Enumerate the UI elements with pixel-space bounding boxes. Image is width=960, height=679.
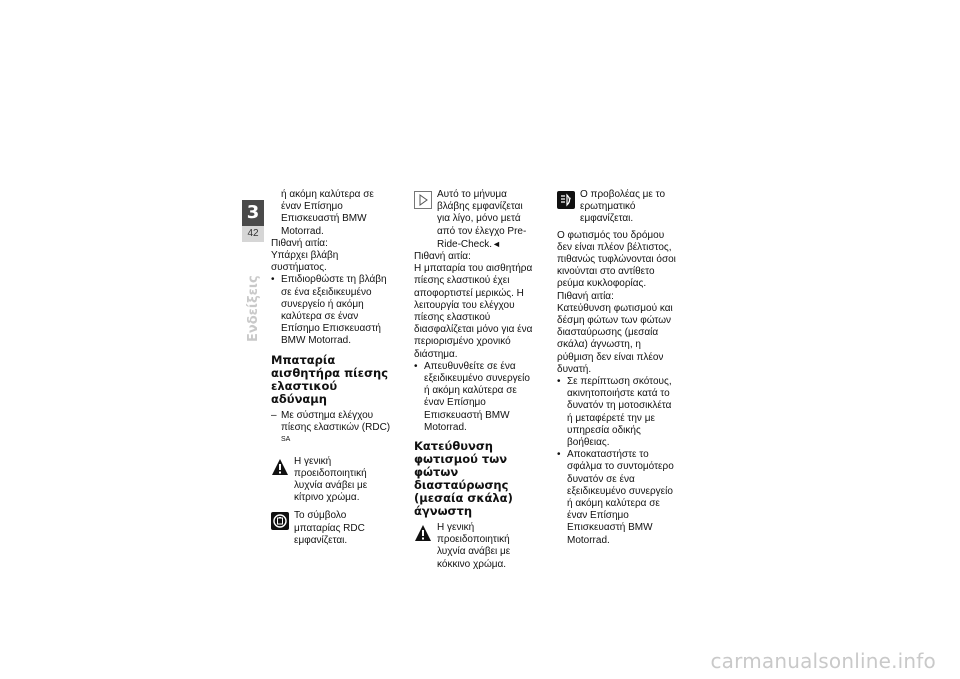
list-item — [414, 361, 534, 434]
cause-label: Πιθανή αιτία: — [271, 237, 328, 249]
list-item — [557, 449, 677, 547]
bullet-mark: • — [557, 449, 561, 461]
message-row — [414, 189, 534, 251]
list-item — [557, 376, 677, 449]
section-heading: Μπαταρία αισθητήρα πίεσης ελαστικού αδύναμη — [271, 352, 389, 406]
section-label: Ενδείξεις — [246, 275, 261, 342]
cause-label: Πιθανή αιτία: — [557, 290, 614, 302]
battery-text: Το σύμβολο μπαταρίας RDC εμφανίζεται. — [294, 510, 365, 546]
cause-label: Πιθανή αιτία: — [414, 251, 471, 263]
list-item-text: Απευθυνθείτε σε ένα εξειδικευμένο συνεργείο ή ακόμη καλύτερα σε έναν Επίσημο Επισκευαστή BMW Motorrad. — [424, 360, 530, 433]
warning-row — [271, 456, 391, 505]
message-text: Αυτό το μήνυμα βλάβης εμφανίζεται για λίγο, μόνο μετά από τον έλεγχο Pre-Ride-Check. — [437, 189, 527, 250]
warning-row — [414, 522, 534, 571]
dash-item-text: Με σύστημα ελέγχου πίεσης ελαστικών (RDC) — [281, 409, 391, 433]
cause-text: Κατεύθυνση φωτισμού και δέσμη φώτων των φώτων διασταύρωσης (μεσαία σκάλα) άγνωστη, η ρύθμιση δεν είναι πλέον δυνατή. — [557, 302, 673, 375]
list-item — [271, 274, 391, 347]
bullet-mark: • — [271, 274, 275, 286]
page-number: 42 — [242, 226, 264, 242]
warning-text: Η γενική προειδοποιητική λυχνία ανάβει με κίτρινο χρώμα. — [294, 455, 368, 504]
dash-mark: – — [271, 409, 277, 421]
column-2 — [414, 189, 534, 571]
column-3 — [557, 189, 677, 547]
end-mark: ◄ — [492, 238, 501, 249]
column-1 — [271, 189, 391, 547]
chapter-number: 3 — [242, 200, 264, 226]
headlight-text: Ο προβολέας με το ερωτηματικό εμφανίζεται. — [580, 189, 666, 225]
watermark: carmanualsonline.info — [710, 649, 936, 673]
section-heading: Κατεύθυνση φωτισμού των φώτων διασταύρωσης (μεσαία σκάλα) άγνωστη — [414, 439, 513, 519]
continued-text: ή ακόμη καλύτερα σε έναν Επίσημο Επισκευαστή BMW Motorrad. — [281, 189, 374, 237]
cause-text: Η μπαταρία του αισθητήρα πίεσης ελαστικού έχει αποφορτιστεί μερικώς. Η λειτουργία του ελέγχου πίεσης ελαστικού διασφαλίζεται μόνο για ένα περιορισμένο χρονικό διάστημα. — [414, 263, 533, 360]
warning-triangle-icon — [414, 524, 432, 542]
chapter-tab — [242, 200, 264, 242]
svg-text:?: ? — [568, 197, 572, 204]
description-text: Ο φωτισμός του δρόμου δεν είναι πλέον βέλτιστος, πιθανώς τυφλώνονται όσοι κινούνται στο αντίθετο ρεύμα κυκλοφορίας. — [557, 229, 676, 290]
headlight-question-icon — [557, 191, 575, 209]
rdc-battery-icon — [271, 512, 289, 530]
play-message-icon — [414, 191, 432, 209]
list-item-text: Σε περίπτωση σκότους, ακινητοποιήστε κατά το δυνατόν τη μοτοσικλέτα ή μεταφέρετέ την με υπηρεσία οδικής βοήθειας. — [567, 376, 672, 449]
battery-row — [271, 510, 391, 547]
headlight-row — [557, 189, 677, 226]
sa-superscript: SA — [281, 436, 291, 444]
bullet-mark: • — [414, 360, 418, 372]
list-item-text: Αποκαταστήστε το σφάλμα το συντομότερο δυνατόν σε ένα εξειδικευμένο συνεργείο ή ακόμη καλύτερα σε έναν Επίσημο Επισκευαστή BMW Motorrad. — [567, 449, 674, 546]
warning-text: Η γενική προειδοποιητική λυχνία ανάβει με κόκκινο χρώμα. — [437, 522, 511, 570]
dash-item — [271, 410, 391, 450]
list-item-text: Επιδιορθώστε τη βλάβη σε ένα εξειδικευμένο συνεργείο ή ακόμη καλύτερα σε έναν Επίσημο Επισκευαστή BMW Motorrad. — [281, 274, 387, 347]
cause-text: Υπάρχει βλάβη συστήματος. — [271, 250, 339, 274]
warning-triangle-icon — [271, 458, 289, 476]
bullet-mark: • — [557, 376, 561, 388]
